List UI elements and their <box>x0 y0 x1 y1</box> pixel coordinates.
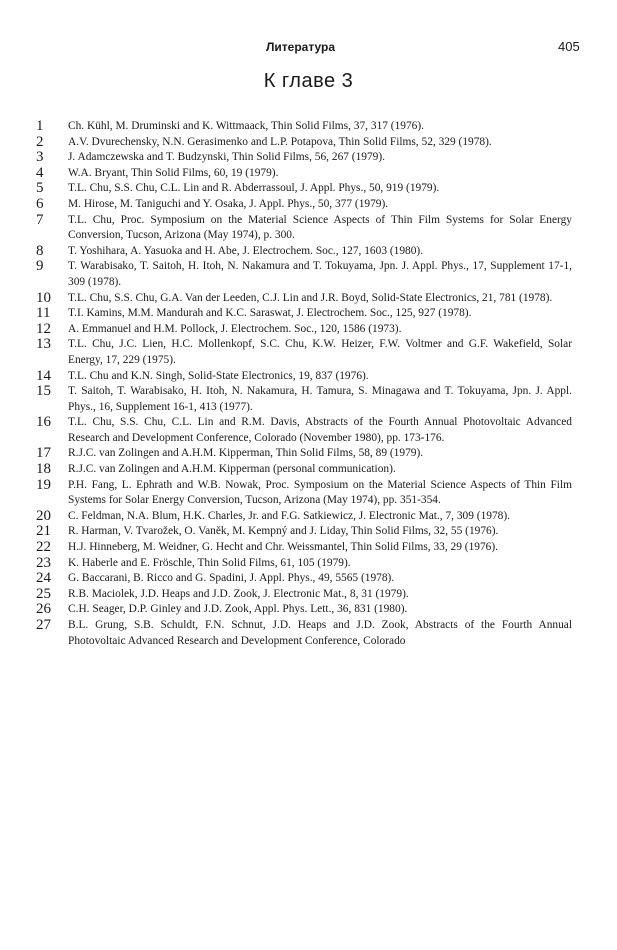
running-title: Литература <box>266 40 336 54</box>
reference-text: H.J. Hinneberg, M. Weidner, G. Hecht and Chr. Weissmantel, Thin Solid Films, 33, 29 (1976). <box>68 541 498 554</box>
reference-number: 15 <box>36 383 51 400</box>
reference-text: J. Adamczewska and T. Budzynski, Thin Solid Films, 56, 267 (1979). <box>68 151 386 164</box>
reference-number: 12 <box>36 320 51 337</box>
reference-number: 25 <box>36 585 51 602</box>
reference-item <box>36 291 572 307</box>
reference-number: 18 <box>36 461 51 478</box>
reference-item <box>36 135 572 151</box>
reference-text: T.I. Kamins, M.M. Mandurah and K.C. Saraswat, J. Electrochem. Soc., 125, 927 (1978). <box>68 307 472 320</box>
reference-item <box>36 602 572 618</box>
reference-text: T.L. Chu, S.S. Chu, C.L. Lin and R. Abderrassoul, J. Appl. Phys., 50, 919 (1979). <box>68 182 440 195</box>
reference-text: G. Baccarani, B. Ricco and G. Spadini, J. Appl. Phys., 49, 5565 (1978). <box>68 572 395 585</box>
reference-item <box>36 478 572 509</box>
reference-number: 26 <box>36 601 51 618</box>
reference-item <box>36 369 572 385</box>
reference-text: C.H. Seager, D.P. Ginley and J.D. Zook, Appl. Phys. Lett., 36, 831 (1980). <box>68 603 408 616</box>
reference-item <box>36 150 572 166</box>
reference-item <box>36 322 572 338</box>
reference-item <box>36 259 572 290</box>
reference-number: 7 <box>36 211 44 228</box>
reference-number: 9 <box>36 258 44 275</box>
reference-text: T. Warabisako, T. Saitoh, H. Itoh, N. Nakamura and T. Tokuyama, Jpn. J. Appl. Phys., 17, Supplement 17-1, 309 (1978). <box>68 260 572 288</box>
reference-number: 6 <box>36 195 44 212</box>
reference-number: 24 <box>36 570 51 587</box>
reference-item <box>36 524 572 540</box>
reference-text: M. Hirose, M. Taniguchi and Y. Osaka, J. Appl. Phys., 50, 377 (1979). <box>68 197 389 210</box>
reference-text: R.B. Maciolek, J.D. Heaps and J.D. Zook, J. Electronic Mat., 8, 31 (1979). <box>68 587 409 600</box>
reference-text: R. Harman, V. Tvarožek, O. Vaněk, M. Kempný and J. Liday, Thin Solid Films, 32, 55 (1976). <box>68 525 499 538</box>
reference-text: B.L. Grung, S.B. Schuldt, F.N. Schnut, J.D. Heaps and J.D. Zook, Abstracts of the Fourth Annual Photovoltaic Advanced Research and Development Conference, Colorado <box>68 619 572 647</box>
reference-item <box>36 181 572 197</box>
reference-number: 11 <box>36 305 51 322</box>
reference-number: 8 <box>36 242 44 259</box>
reference-item <box>36 384 572 415</box>
reference-number: 4 <box>36 164 44 181</box>
reference-text: C. Feldman, N.A. Blum, H.K. Charles, Jr. and F.G. Satkiewicz, J. Electronic Mat., 7, 309 (1978). <box>68 509 510 522</box>
reference-number: 3 <box>36 149 44 166</box>
reference-text: T.L. Chu and K.N. Singh, Solid-State Electronics, 19, 837 (1976). <box>68 369 369 382</box>
reference-number: 13 <box>36 336 51 353</box>
reference-number: 2 <box>36 133 44 150</box>
reference-text: K. Haberle and E. Fröschle, Thin Solid Films, 61, 105 (1979). <box>68 556 351 569</box>
reference-number: 5 <box>36 180 44 197</box>
reference-list <box>36 119 572 649</box>
reference-text: W.A. Bryant, Thin Solid Films, 60, 19 (1979). <box>68 166 279 179</box>
reference-item <box>36 556 572 572</box>
reference-number: 16 <box>36 414 51 431</box>
reference-text: Ch. Kühl, M. Druminski and K. Wittmaack, Thin Solid Films, 37, 317 (1976). <box>68 120 425 132</box>
reference-number: 19 <box>36 476 51 493</box>
reference-item <box>36 306 572 322</box>
reference-item <box>36 587 572 603</box>
reference-text: R.J.C. van Zolingen and A.H.M. Kipperman (personal communication). <box>68 463 396 476</box>
reference-item <box>36 415 572 446</box>
reference-text: T.L. Chu, Proc. Symposium on the Material Science Aspects of Thin Film Systems for Solar Energy Conversion, Tucson, Arizona (May 1974), p. 300. <box>68 213 572 242</box>
reference-item <box>36 119 572 135</box>
reference-text: T. Saitoh, T. Warabisako, H. Itoh, N. Nakamura, H. Tamura, S. Minagawa and T. Tokuyama, Jpn. J. Appl. Phys., 16, Supplement 16-1, 413 (1977). <box>68 385 572 413</box>
reference-number: 22 <box>36 539 51 556</box>
reference-item <box>36 213 572 244</box>
reference-text: T.L. Chu, S.S. Chu, C.L. Lin and R.M. Davis, Abstracts of the Fourth Annual Photovoltaic Advanced Research and Development Conference, Colorado (November 1980), pp. 173-176. <box>68 416 572 444</box>
reference-text: T.L. Chu, J.C. Lien, H.C. Mollenkopf, S.C. Chu, K.W. Heizer, F.W. Voltmer and G.F. Wakefield, Solar Energy, 17, 229 (1975). <box>68 338 572 366</box>
reference-number: 21 <box>36 523 51 540</box>
reference-item <box>36 244 572 260</box>
reference-text: T. Yoshihara, A. Yasuoka and H. Abe, J. Electrochem. Soc., 127, 1603 (1980). <box>68 244 424 257</box>
reference-number: 20 <box>36 507 51 524</box>
reference-number: 27 <box>36 617 51 633</box>
reference-item <box>36 571 572 587</box>
reference-text: T.L. Chu, S.S. Chu, G.A. Van der Leeden, C.J. Lin and J.R. Boyd, Solid-State Electronics, 21, 781 (1978). <box>68 291 553 304</box>
reference-text: P.H. Fang, L. Ephrath and W.B. Nowak, Proc. Symposium on the Material Science Aspects of Thin Film Systems for Solar Energy Conversion, Tucson, Arizona (May 1974), pp. 351-354. <box>68 478 572 507</box>
reference-text: A.V. Dvurechensky, N.N. Gerasimenko and L.P. Potapova, Thin Solid Films, 52, 329 (1978). <box>68 135 492 148</box>
reference-item <box>36 509 572 525</box>
reference-number: 10 <box>36 289 51 306</box>
reference-number: 14 <box>36 367 51 384</box>
reference-text: A. Emmanuel and H.M. Pollock, J. Electrochem. Soc., 120, 1586 (1973). <box>68 322 402 335</box>
reference-item <box>36 197 572 213</box>
reference-number: 17 <box>36 445 51 462</box>
reference-item <box>36 337 572 368</box>
reference-item <box>36 462 572 478</box>
reference-number: 1 <box>36 118 44 134</box>
page-number: 405 <box>558 39 580 54</box>
reference-item <box>36 446 572 462</box>
reference-item <box>36 166 572 182</box>
reference-number: 23 <box>36 554 51 571</box>
reference-text: R.J.C. van Zolingen and A.H.M. Kipperman, Thin Solid Films, 58, 89 (1979). <box>68 447 424 460</box>
reference-item <box>36 618 572 649</box>
chapter-heading: К главе 3 <box>263 70 354 92</box>
reference-item <box>36 540 572 556</box>
